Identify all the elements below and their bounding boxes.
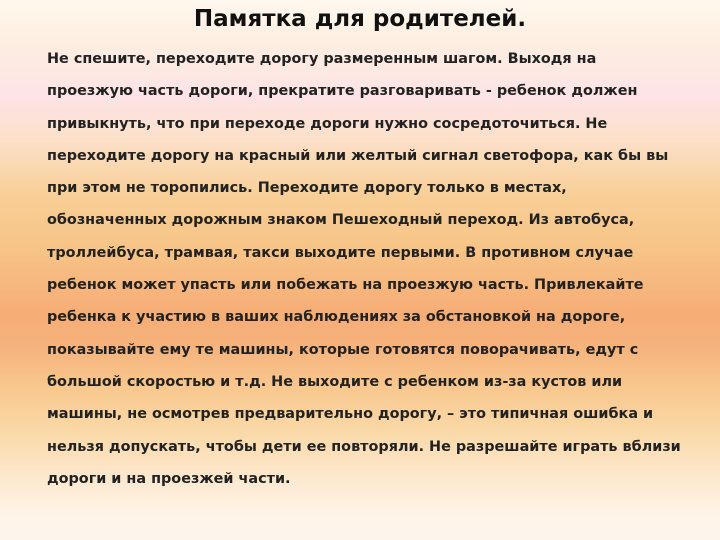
slide-title: Памятка для родителей. xyxy=(193,6,527,32)
slide-body-text: Не спешите, переходите дорогу размеренным шагом. Выходя на проезжую часть дороги, прекратите разговаривать - ребенок должен привыкнуть, что при переходе дороги нужно сосредоточиться. Не переходите дорогу на красный или желтый сигнал светофора, как бы вы при этом не торопились. Переходите дорогу только в местах, обозначенных дорожным знаком Пешеходный переход. Из автобуса, троллейбуса, трамвая, такси выходите первыми. В противном случае ребенок может упасть или побежать на проезжую часть. Привлекайте ребенка к участию в ваших наблюдениях за обстановкой на дороге, показывайте ему те машины, которые готовятся поворачивать, едут с большой скоростью и т.д. Не выходите с ребенком из-за кустов или машины, не осмотрев предварительно дорогу, – это типичная ошибка и нельзя допускать, чтобы дети ее повторяли. Не разрешайте играть вблизи дороги и на проезжей части. xyxy=(47,51,681,487)
